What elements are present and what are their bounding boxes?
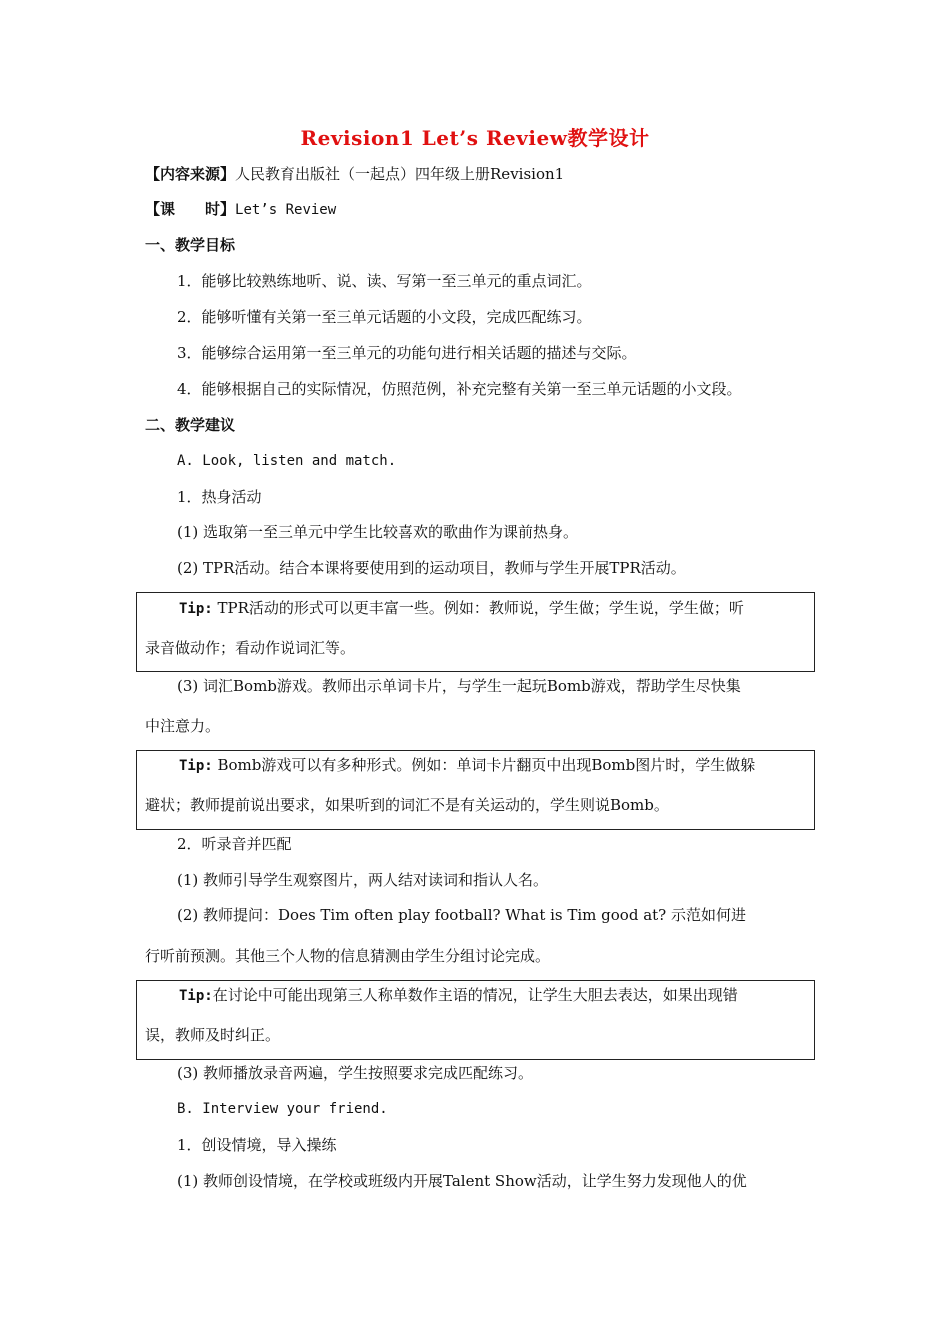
warmup-step-3-line-2: 中注意力。	[145, 717, 221, 735]
lesson-label: 【课 时】	[145, 200, 236, 218]
tip-box-3	[136, 980, 815, 1060]
objective-item: 4．能够根据自己的实际情况，仿照范例，补充完整有关第一至三单元话题的小文段。	[177, 380, 742, 398]
objective-item: 2．能够听懂有关第一至三单元话题的小文段，完成匹配练习。	[177, 308, 592, 326]
create-heading: 1．创设情境，导入操练	[177, 1136, 337, 1154]
section1-heading: 一、教学目标	[145, 236, 236, 254]
warmup-step-3-line-1: (3) 词汇Bomb游戏。教师出示单词卡片，与学生一起玩Bomb游戏，帮助学生尽快集	[177, 677, 741, 695]
tip-box-1	[136, 592, 815, 672]
source-value: 人民教育出版社（一起点）四年级上册Revision1	[235, 165, 565, 183]
lesson-line	[145, 199, 336, 220]
source-label: 【内容来源】	[145, 165, 236, 183]
tip-1-label: Tip:	[179, 601, 213, 617]
part-b-heading: B. Interview your friend.	[177, 1101, 388, 1117]
create-step-1: (1) 教师创设情境，在学校或班级内开展Talent Show活动，让学生努力发现他人的优	[177, 1172, 747, 1190]
part-a-heading: A. Look, listen and match.	[177, 453, 397, 469]
warmup-heading: 1．热身活动	[177, 488, 262, 506]
tip-2-line-1: Tip: Bomb游戏可以有多种形式。例如：单词卡片翻页中出现Bomb图片时，学生做躲	[179, 756, 756, 774]
warmup-step-1: (1) 选取第一至三单元中学生比较喜欢的歌曲作为课前热身。	[177, 523, 579, 541]
section2-heading: 二、教学建议	[145, 416, 236, 434]
objective-item: 3．能够综合运用第一至三单元的功能句进行相关话题的描述与交际。	[177, 344, 637, 362]
tip-2-label: Tip:	[179, 758, 213, 774]
listen-step-3: (3) 教师播放录音两遍，学生按照要求完成匹配练习。	[177, 1064, 534, 1082]
tip-1-line-2: 录音做动作；看动作说词汇等。	[145, 639, 356, 657]
tip-3-line-2: 误，教师及时纠正。	[145, 1026, 281, 1044]
tip-3-line-1: Tip:在讨论中可能出现第三人称单数作主语的情况，让学生大胆去表达，如果出现错	[179, 986, 738, 1004]
listen-step-2-line-1: (2) 教师提问：Does Tim often play football? What is Tim good at? 示范如何进	[177, 906, 746, 924]
tip-box-2	[136, 750, 815, 830]
lesson-value: Let’s Review	[235, 202, 337, 218]
tip-3-label: Tip:	[179, 988, 213, 1004]
listen-step-2-line-2: 行听前预测。其他三个人物的信息猜测由学生分组讨论完成。	[145, 947, 551, 965]
warmup-step-2: (2) TPR活动。结合本课将要使用到的运动项目，教师与学生开展TPR活动。	[177, 559, 686, 577]
listen-step-1: (1) 教师引导学生观察图片，两人结对读词和指认人名。	[177, 871, 549, 889]
tip-1-line-1: Tip: TPR活动的形式可以更丰富一些。例如：教师说，学生做；学生说，学生做；听	[179, 599, 744, 617]
source-line	[145, 164, 564, 184]
tip-2-line-2: 避状；教师提前说出要求，如果听到的词汇不是有关运动的，学生则说Bomb。	[145, 796, 669, 814]
listen-heading: 2．听录音并匹配	[177, 835, 292, 853]
document-title: Revision1 Let’s Review教学设计	[300, 126, 650, 150]
objective-item: 1．能够比较熟练地听、说、读、写第一至三单元的重点词汇。	[177, 272, 592, 290]
